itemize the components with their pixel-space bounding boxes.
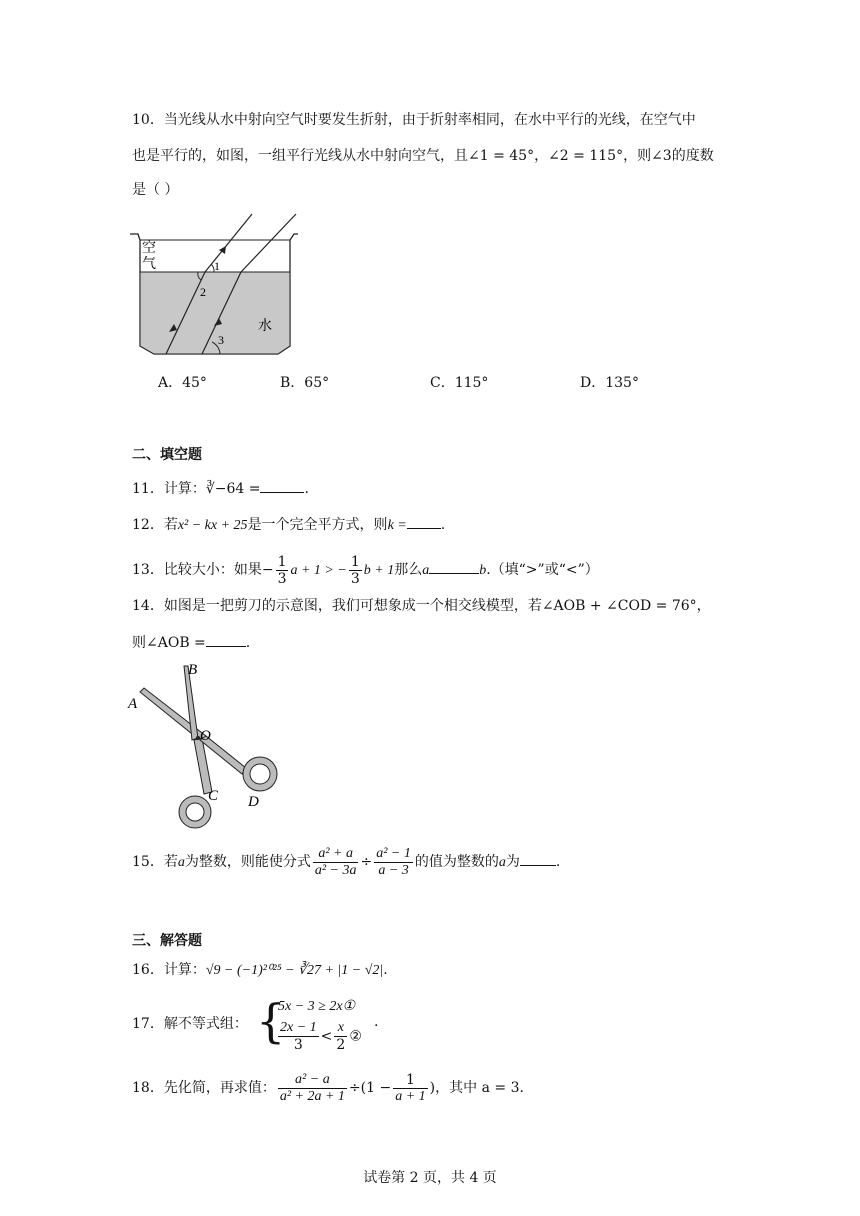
q17-ineq2: $\frac{2x - 1}{3}$ < $\frac{x}{2}$ ② bbox=[280, 1020, 362, 1053]
q10-line3: 是（ ） bbox=[132, 182, 179, 198]
q13: 13．比较大小：如果− $\frac{1}{3}$ a + 1 > − $\frac{1}{3}$ b + 1那么a b.（填“>”或“<”） bbox=[132, 553, 599, 587]
point-o-label: O bbox=[200, 728, 211, 744]
q12: 12．若x² − kx + 25是一个完全平方式，则k = . bbox=[132, 514, 445, 536]
point-b-label: B bbox=[188, 662, 198, 678]
answer-blank-12[interactable] bbox=[407, 514, 441, 529]
q17-prefix: 17．解不等式组： bbox=[132, 1016, 248, 1032]
q16: 16．计算：√9 − (−1)²⁰²⁵ − ∛27 + |1 − √2|. bbox=[132, 962, 388, 978]
answer-blank-15[interactable] bbox=[520, 851, 556, 866]
point-d-label: D bbox=[248, 794, 259, 810]
section-fill-in-heading: 二、填空题 bbox=[132, 447, 202, 463]
answer-blank-13[interactable] bbox=[429, 559, 479, 574]
option-d[interactable]: D．135° bbox=[580, 375, 639, 391]
q17-brace: { bbox=[256, 994, 286, 1048]
refraction-figure bbox=[128, 206, 308, 358]
angle-2-label: 2 bbox=[200, 285, 206, 299]
angle-3-label: 3 bbox=[218, 333, 224, 347]
q14-line1: 14．如图是一把剪刀的示意图，我们可想象成一个相交线模型，若∠AOB + ∠COD = 76°， bbox=[132, 598, 711, 614]
air-label-2: 气 bbox=[142, 257, 156, 272]
q10-line1: 10．当光线从水中射向空气时要发生折射，由于折射率相同，在水中平行的光线，在空气中 bbox=[132, 112, 696, 128]
point-a-label: A bbox=[128, 696, 138, 712]
page-footer: 试卷第 2 页，共 4 页 bbox=[363, 1170, 497, 1186]
option-c[interactable]: C．115° bbox=[430, 375, 489, 391]
q18: 18．先化简，再求值： $\frac{\text{a² − a}}{\text{a² + 2a + 1}}$ ÷(1 − $\frac{1}{a + 1}$ )，其中 a = 3. bbox=[132, 1071, 524, 1104]
q17-ineq1: 5x − 3 ≥ 2x① bbox=[278, 999, 356, 1014]
q15: 15．若a为整数，则能使分式 $\frac{\text{a² + a}}{\text{a² − 3a}}$ ÷ $\frac{\text{a² − 1}}{a - 3}$ 的值为整数的a为 . bbox=[132, 845, 561, 878]
q10-line2: 也是平行的，如图，一组平行光线从水中射向空气，且∠1 = 45°，∠2 = 115°，则∠3的度数 bbox=[132, 148, 714, 164]
option-a[interactable]: A．45° bbox=[158, 375, 207, 391]
q17-suffix: . bbox=[374, 1014, 379, 1030]
q14-line2: 则∠AOB = . bbox=[132, 632, 250, 653]
q11: 11．计算：∛−64 = . bbox=[132, 478, 309, 499]
option-b[interactable]: B．65° bbox=[280, 375, 330, 391]
answer-blank-11[interactable] bbox=[260, 478, 304, 493]
point-c-label: C bbox=[208, 788, 219, 804]
scissors-figure bbox=[126, 656, 296, 836]
answer-blank-14[interactable] bbox=[206, 632, 246, 647]
angle-1-label: 1 bbox=[214, 259, 220, 273]
water-label: 水 bbox=[258, 319, 272, 334]
section-solve-heading: 三、解答题 bbox=[132, 933, 202, 949]
air-label-1: 空 bbox=[142, 241, 156, 256]
